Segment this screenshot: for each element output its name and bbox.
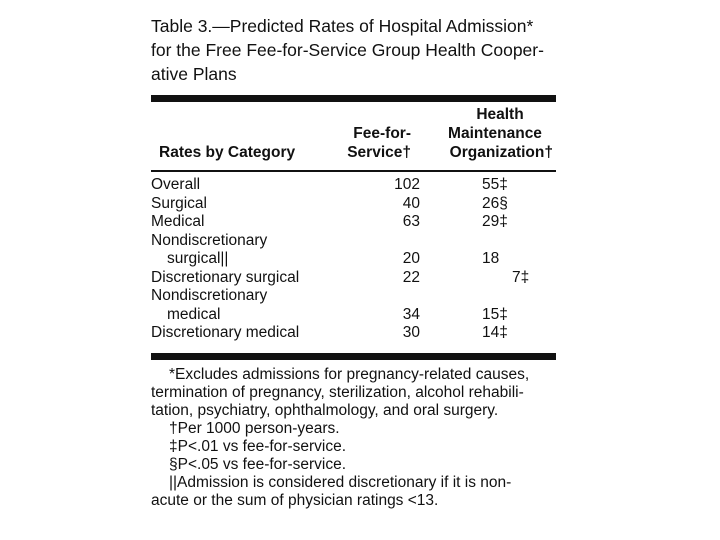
row-category: Surgical [151,194,207,212]
bottom-rule [151,353,556,360]
row-category: medical [167,305,221,323]
table-title [151,14,556,86]
table-row [151,250,556,269]
table-figure [151,14,556,510]
header-hmo [427,105,553,162]
row-hmo-value: 15‡ [482,305,508,323]
row-hmo-value: 26§ [482,194,508,212]
row-ffs-value [372,287,420,306]
row-ffs-value: 102 [394,176,420,193]
row-category: Overall [151,176,201,193]
footnote-double-dagger: ‡P<.01 vs fee-for-service. [169,437,347,455]
table-row [151,306,556,325]
row-category: surgical|| [167,250,229,267]
row-ffs-value: 40 [402,194,420,212]
table-row [151,287,556,306]
header-rule [151,170,556,172]
table-row [151,213,556,232]
header-hmo-line-1: Health [476,106,524,123]
header-category: Rates by Category [159,144,296,161]
row-hmo-value: 7‡ [512,268,530,286]
row-hmo-value: 14‡ [482,324,508,341]
row-ffs-value [372,232,420,251]
footnote-star-line-3: tation, psychiatry, ophthalmology, and oral surgery. [151,401,499,419]
footnote-star-line-2: termination of pregnancy, sterilization, alcohol rehabili- [151,383,524,401]
title-line-1: Table 3.—Predicted Rates of Hospital Admission* [151,16,534,36]
row-category: Medical [151,213,205,230]
row-ffs-value: 22 [402,268,420,286]
footnote-section: §P<.05 vs fee-for-service. [169,455,347,473]
row-hmo-value [482,287,556,306]
header-ffs-line-1: Fee-for- [353,125,411,142]
footnote-parallel-line-1: ||Admission is considered discretionary if it is non- [169,473,512,491]
row-category: Nondiscretionary [151,287,268,304]
footnote-star-line-1: *Excludes admissions for pregnancy-related causes, [169,365,530,383]
footnotes [151,366,556,510]
footnote-parallel-line-2: acute or the sum of physician ratings <13. [151,491,439,509]
table-row [151,232,556,251]
row-ffs-value: 34 [402,305,420,323]
data-table [151,176,556,343]
table-row [151,195,556,214]
row-hmo-value: 29‡ [482,213,508,230]
row-category: Discretionary surgical [151,268,300,286]
row-ffs-value: 63 [402,213,420,230]
row-hmo-value: 55‡ [482,176,508,193]
table-row [151,176,556,195]
row-hmo-value [482,232,556,251]
row-category: Nondiscretionary [151,231,268,249]
footnote-dagger: †Per 1000 person-years. [169,419,340,437]
header-hmo-line-3: Organization† [449,144,553,161]
row-ffs-value: 30 [402,324,420,341]
header-hmo-line-2: Maintenance [448,125,542,142]
row-ffs-value: 20 [402,250,420,267]
header-ffs-line-2: Service† [347,144,411,161]
row-hmo-value: 18 [482,250,500,267]
table-row [151,324,556,343]
table-row [151,269,556,288]
top-rule [151,95,556,102]
title-line-2: for the Free Fee-for-Service Group Health Cooper- [151,40,544,60]
row-category: Discretionary medical [151,324,300,341]
column-header [151,102,556,164]
title-line-3: ative Plans [151,64,237,84]
header-fee-for-service [339,124,411,162]
